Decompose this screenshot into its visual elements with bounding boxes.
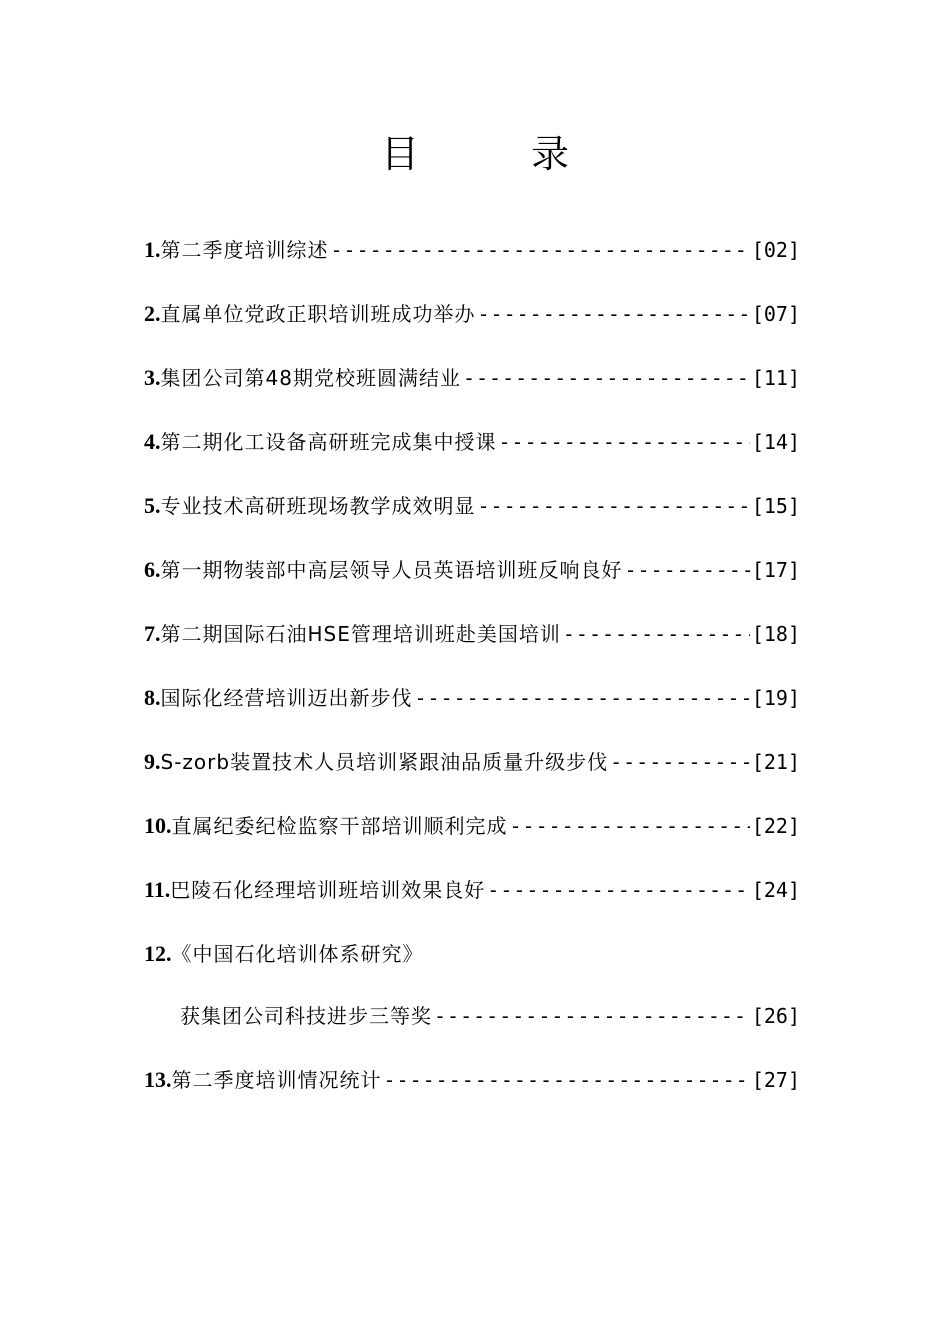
toc-entry-5[interactable] <box>144 491 800 521</box>
toc-dot-leader <box>478 491 750 521</box>
toc-entry-label: 专业技术高研班现场教学成效明显 <box>160 494 476 518</box>
toc-entry-number: 10. <box>144 813 172 838</box>
toc-entry-number: 12. <box>144 941 172 966</box>
toc-entry-page: [26] <box>751 1004 800 1028</box>
toc-entry-11[interactable] <box>144 875 800 905</box>
toc-entry-label: 直属单位党政正职培训班成功举办 <box>160 302 476 326</box>
toc-dot-leader <box>463 363 750 393</box>
toc-entry-label: S-zorb装置技术人员培训紧跟油品质量升级步伐 <box>160 750 609 774</box>
toc-entry-6[interactable] <box>144 555 800 585</box>
toc-entry-number: 1. <box>144 237 161 262</box>
toc-entry-12-continued[interactable] <box>180 1001 800 1031</box>
toc-entry-label: 第二期国际石油HSE管理培训班赴美国培训 <box>160 622 561 646</box>
toc-entry-3[interactable] <box>144 363 800 393</box>
toc-entry-label: 第二期化工设备高研班完成集中授课 <box>160 430 497 454</box>
toc-entry-label: 第二季度培训情况统计 <box>171 1068 382 1092</box>
toc-entry-page: [15] <box>751 494 800 518</box>
toc-entry-page: [24] <box>751 878 800 902</box>
toc-dot-leader <box>415 683 750 713</box>
toc-entry-label: 第一期物装部中高层领导人员英语培训班反响良好 <box>160 558 623 582</box>
toc-entry-9[interactable] <box>144 747 800 777</box>
toc-entry-1[interactable] <box>144 235 800 265</box>
toc-dot-leader <box>487 875 750 905</box>
toc-entry-label: 国际化经营培训迈出新步伐 <box>160 686 413 710</box>
toc-entry-number: 13. <box>144 1067 172 1092</box>
toc-entry-13[interactable] <box>144 1065 800 1095</box>
toc-dot-leader <box>610 747 750 777</box>
toc-entry-page: [07] <box>751 302 800 326</box>
toc-dot-leader <box>499 427 750 457</box>
toc-entry-page: [21] <box>751 750 800 774</box>
toc-dot-leader <box>478 299 750 329</box>
toc-entry-page: [02] <box>751 238 800 262</box>
toc-entry-7[interactable] <box>144 619 800 649</box>
title-char-1: 目 <box>380 132 419 176</box>
toc-entry-label: 《中国石化培训体系研究》 <box>171 942 424 966</box>
toc-entry-page: [17] <box>751 558 800 582</box>
toc-entry-number: 7. <box>144 621 161 646</box>
title-char-2: 录 <box>531 132 570 176</box>
toc-entry-page: [18] <box>751 622 800 646</box>
toc-entry-number: 11. <box>144 877 171 902</box>
toc-entry-label: 巴陵石化经理培训班培训效果良好 <box>170 878 486 902</box>
toc-dot-leader <box>625 555 750 585</box>
toc-entry-number: 3. <box>144 365 161 390</box>
toc-entry-number: 8. <box>144 685 161 710</box>
toc-entry-4[interactable] <box>144 427 800 457</box>
toc-entry-page: [27] <box>751 1068 800 1092</box>
toc-entry-page: [22] <box>751 814 800 838</box>
toc-entry-label: 直属纪委纪检监察干部培训顺利完成 <box>171 814 508 838</box>
toc-entry-page: [14] <box>751 430 800 454</box>
toc-dot-leader <box>563 619 750 649</box>
toc-entry-number: 6. <box>144 557 161 582</box>
toc-dot-leader <box>434 1001 750 1031</box>
toc-entry-number: 9. <box>144 749 161 774</box>
toc-entry-page: [19] <box>751 686 800 710</box>
toc-dot-leader <box>384 1065 750 1095</box>
toc-entry-8[interactable] <box>144 683 800 713</box>
toc-entry-label: 集团公司第48期党校班圆满结业 <box>160 366 461 390</box>
toc-entry-number: 5. <box>144 493 161 518</box>
toc-entry-page: [11] <box>751 366 800 390</box>
toc-entry-label: 第二季度培训综述 <box>160 238 329 262</box>
toc-entry-number: 2. <box>144 301 161 326</box>
toc-dot-leader <box>510 811 750 841</box>
toc-entry-label: 获集团公司科技进步三等奖 <box>180 1004 432 1028</box>
toc-entry-12[interactable] <box>144 939 800 969</box>
toc-dot-leader <box>331 235 750 265</box>
toc-entry-2[interactable] <box>144 299 800 329</box>
toc-entry-number: 4. <box>144 429 161 454</box>
toc-entry-10[interactable] <box>144 811 800 841</box>
